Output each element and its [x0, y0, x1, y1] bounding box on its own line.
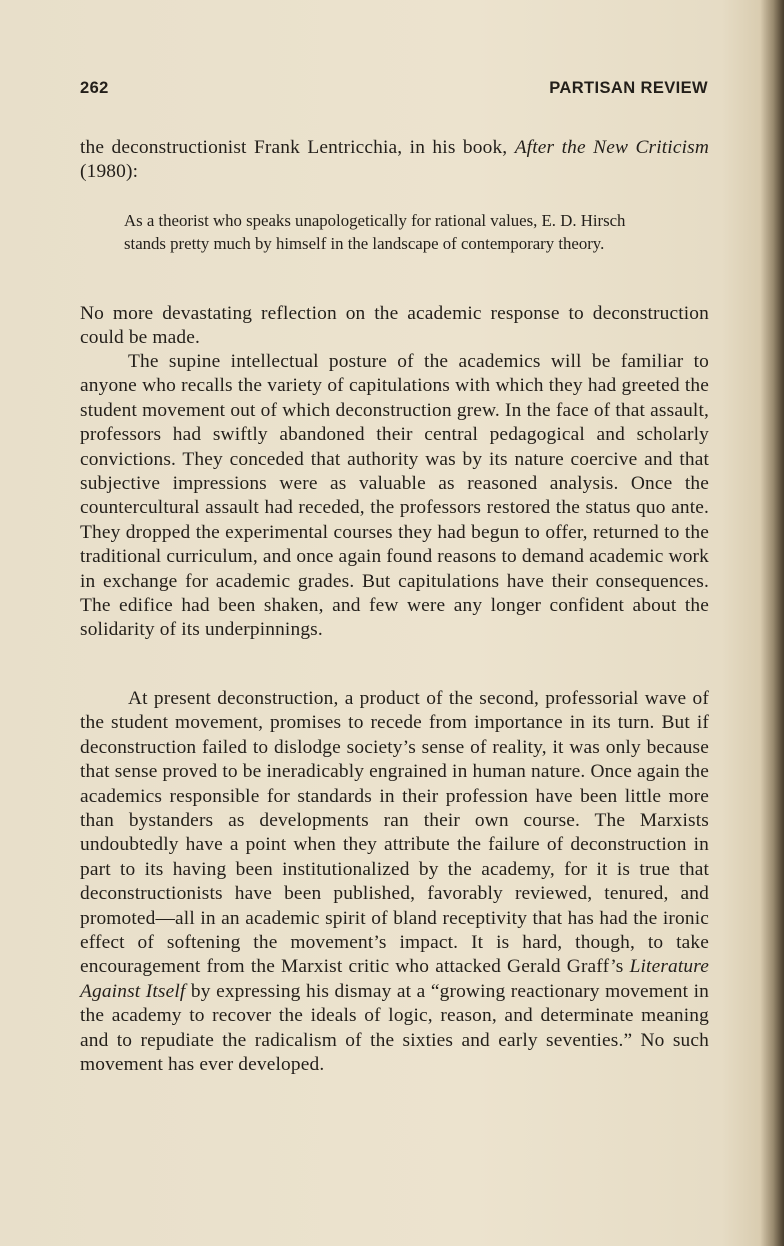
book-title-after-new-criticism: After the New Criticism — [514, 137, 709, 158]
page-number: 262 — [80, 79, 109, 97]
page-header — [80, 79, 708, 101]
book-title-literature-against-itself: Literature Against Itself — [80, 956, 709, 1002]
paragraph-2: The supine intellectual posture of the academics will be familiar to anyone who recalls the variety of capitulations with which they had greeted the student movement out of which deconstruction grew. In the face of that assault, professors had swiftly abandoned their central pedagogical and scholarly convictions. They conceded that authority was by its nature coercive and that subjective impressions were as valuable as reasoned analysis. Once the countercultural assault had receded, the professors restored the status quo ante. They dropped the experimental courses they had begun to offer, returned to the traditional curriculum, and once again found reasons to demand academic work in exchange for academic grades. But capitulations have their consequences. The edifice had been shaken, and few were any longer confident about the solidarity of its underpinnings. — [80, 351, 709, 641]
book-spine-shadow — [760, 0, 784, 1246]
intro-text: the deconstructionist Frank Lentricchia, in his book, — [80, 137, 515, 158]
block-quote: As a theorist who speaks unapologetically for rational values, E. D. Hirsch stands pretty much by himself in the landscape of contemporary theory. — [124, 211, 626, 253]
running-head: PARTISAN REVIEW — [549, 79, 708, 97]
intro-date: (1980): — [80, 161, 139, 183]
paragraph-3 — [80, 687, 709, 1078]
paragraph-3-text-a: At present deconstruction, a product of the second, professorial wave of the student movement, promises to recede from importance in its turn. But if deconstruction failed to dislodge society’s sense of reality, it was only because that sense proved to be ineradicably engrained in human nature. Once again the academics responsible for standards in their profession have been little more than bystanders as developments ran their own course. The Marxists undoubtedly have a point when they attribute the failure of deconstruction in part to its having been institutionalized by the academy, for it is true that deconstructionists have been published, favorably reviewed, tenured, and promoted—all in an academic spirit of bland receptivity that has had the ironic effect of softening the movement’s impact. It is hard, though, to take encouragement from the Marxist critic who attacked Gerald Graff’s — [80, 688, 709, 978]
paragraph-3-text-b: by expressing his dismay at a “growing reactionary movement in the academy to recover the ideals of logic, reason, and determinate meaning and to repudiate the radicalism of the sixties and early seventies.” No such movement has ever developed. — [80, 980, 709, 1076]
intro-paragraph — [80, 136, 709, 185]
paragraph-1: No more devastating reflection on the academic response to deconstruction could be made. — [80, 303, 709, 349]
